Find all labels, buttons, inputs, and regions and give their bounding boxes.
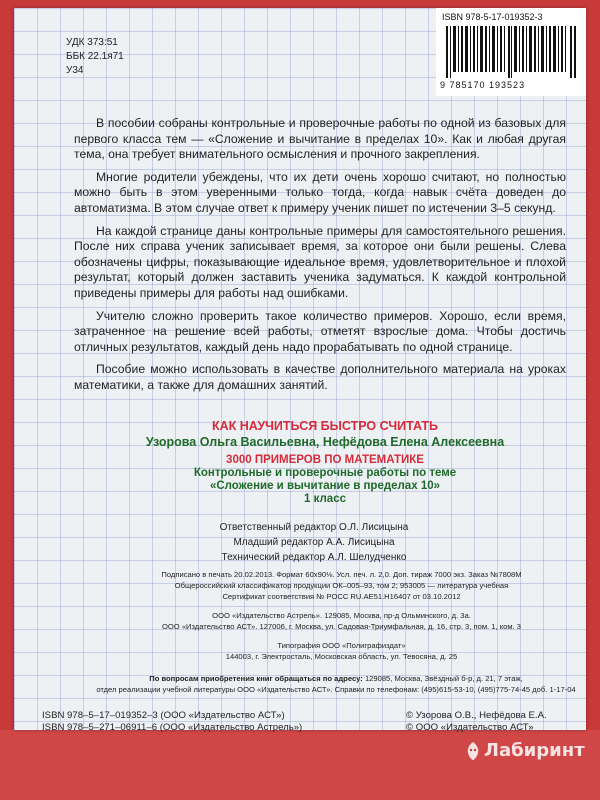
author-mark: У34 — [66, 65, 84, 76]
editor-line: Ответственный редактор О.Л. Лисицына — [219, 522, 409, 533]
imprint-line: Подписано в печать 20.02.2013. Формат 60х90⅛. Усл. печ. л. 2,0. Доп. тираж 7000 экз. Заказ №7808М — [161, 570, 522, 579]
intro-paragraph: Учителю сложно проверить такое количество примеров. Хорошо, если время, затраченное на решение всей работы, отметят взрослые дома. Чтобы достичь отличных результатов, каждый день надо прорабатывать по одной странице. — [74, 308, 566, 354]
udk-block — [66, 36, 124, 78]
orders-address: 129085, Москва, Звёздный б-р, д. 21, 7 этаж, — [362, 674, 523, 683]
series-title: КАК НАУЧИТЬСЯ БЫСТРО СЧИТАТЬ — [212, 419, 438, 433]
imprint-line: Сертификат соответствия № РОСС RU.AE51.H16407 от 03.10.2012 — [222, 592, 461, 601]
title-block — [110, 418, 540, 506]
barcode-box — [436, 8, 586, 96]
intro-paragraph: Многие родители убеждены, что их дети очень хорошо считают, но полностью можно быть в этом уверенными только тогда, когда навык счёта доведен до автоматизма. В этом случае ответ к примеру ученик пишет по истечении 3–5 секунд. — [74, 169, 566, 215]
isbn-list — [42, 710, 302, 734]
intro-text — [74, 116, 566, 401]
copyright-line: © Узорова О.В., Нефёдова Е.А. — [406, 710, 547, 721]
intro-paragraph: Пособие можно использовать в качестве дополнительного материала на уроках математики, а также для домашних занятий. — [74, 362, 566, 392]
orders-line-1 — [96, 673, 576, 684]
back-cover-page — [14, 8, 586, 733]
imprint-line: Общероссийский классификатор продукции ОК–005–93, том 2; 953005 — литература учебная — [174, 581, 509, 590]
orders-line-2: отдел реализации учебной литературы ООО «Издательство АСТ». Справки по телефонам: (495)615-53-10, (495)775-74-45 доб. 1-17-04 — [96, 685, 576, 694]
barcode-isbn: ISBN 978-5-17-019352-3 — [442, 12, 543, 22]
barcode-digits: 9 785170 193523 — [440, 80, 526, 90]
book-title: 3000 ПРИМЕРОВ ПО МАТЕМАТИКЕ — [226, 454, 424, 466]
editors-block — [164, 520, 464, 565]
imprint-line: Типография ООО «Полиграфиздат» — [277, 641, 406, 650]
udk-line: УДК 373:51 — [66, 37, 118, 48]
editor-line: Младший редактор А.А. Лисицына — [233, 537, 395, 548]
orders-block — [96, 673, 576, 695]
copyright-line: © ООО «Издательство АСТ» — [406, 722, 534, 733]
barcode-icon — [446, 26, 576, 78]
authors: Узорова Ольга Васильевна, Нефёдова Елена Алексеевна — [145, 435, 505, 449]
isbn-line: ISBN 978–5–17–019352–3 (ООО «Издательство АСТ») — [42, 710, 285, 721]
grade-label: 1 класс — [304, 493, 346, 505]
imprint-line: ООО «Издательство Астрель». 129085, Москва, пр-д Ольминского, д. 3а. — [212, 611, 471, 620]
watermark-text: Лабиринт — [484, 740, 585, 761]
watermark — [464, 740, 585, 761]
subtitle-line-1: Контрольные и проверочные работы по теме — [193, 467, 457, 479]
intro-paragraph: На каждой странице даны контрольные примеры для самостоятельного решения. После них справа ученик записывает время, за которое они были решены. Слева обозначены цифры, показывающие идеальное время, удовлетворительное и плохой результат, который должен заставить ученика задуматься. К каждой контрольной приведены примеры для работы над ошибками. — [74, 223, 566, 300]
imprint-line: ООО «Издательство АСТ». 127006, г. Москва, ул. Садовая-Триумфальная, д. 16, стр. 3, пом. 1, ком. 3 — [161, 622, 521, 631]
imprint-block — [144, 569, 539, 662]
copyright-block — [406, 710, 547, 734]
labirint-logo-icon — [464, 741, 482, 761]
isbn-line: ISBN 978–5–271–06911–6 (ООО «Издательство Астрель») — [42, 722, 303, 733]
intro-paragraph: В пособии собраны контрольные и проверочные работы по одной из базовых для первого класса тем — «Сложение и вычитание в пределах 10». Как и любая другая тема, она требует внимательного осмысления и прочного закрепления. — [74, 116, 566, 162]
subtitle-line-2: «Сложение и вычитание в пределах 10» — [209, 480, 441, 492]
imprint-line: 144003, г. Электросталь, Московская область, ул. Тевосяна, д. 25 — [225, 652, 458, 661]
bbk-line: ББК 22.1я71 — [66, 51, 124, 62]
orders-heading: По вопросам приобретения книг обращаться по адресу: — [149, 674, 363, 683]
editor-line: Технический редактор А.Л. Шелудченко — [221, 552, 407, 563]
